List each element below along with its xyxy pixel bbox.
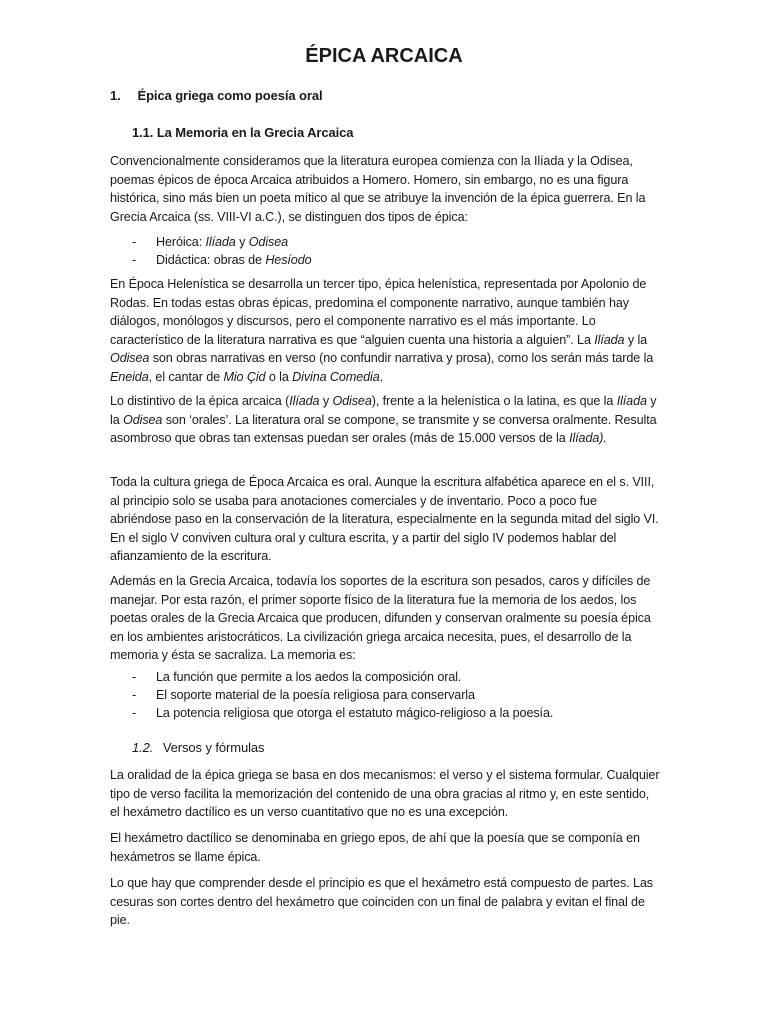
list-item: - El soporte material de la poesía religiosa para conservarla <box>110 686 553 704</box>
section-title: La Memoria en la Grecia Arcaica <box>156 125 354 140</box>
list-item: - La función que permite a los aedos la composición oral. <box>110 668 553 686</box>
paragraph-1: Convencionalmente consideramos que la literatura europea comienza con la Ilíada y la Odisea, poemas épicos de época Arcaica atribuidos a Homero. Homero, sin embargo, no es una figura histórica, sino más bien un poeta mítico al que se atribuye la invención de la épica guerrera. En la Grecia Arcaica (ss. VIII-VI a.C.), se distinguen dos tipos de épica: <box>110 154 646 224</box>
paragraph-7: El hexámetro dactílico se denominaba en griego epos, de ahí que la poesía que se componía en hexámetros se llame épica. <box>110 831 640 864</box>
paragraph-8: Lo que hay que comprender desde el principio es que el hexámetro está compuesto de partes. Las cesuras son cortes dentro del hexámetro que coinciden con un final de palabra y evitan el final de pie. <box>110 876 653 927</box>
section-title: Épica griega como poesía oral <box>137 88 323 103</box>
section-1-heading <box>110 88 322 103</box>
section-number: 1. <box>110 88 121 103</box>
paragraph-2: En Época Helenística se desarrolla un tercer tipo, épica helenística, representada por Apolonio de Rodas. En todas estas obras épicas, predomina el componente narrativo, aunque también hay diálogos, monólogos y discursos, pero el componente narrativo es el más importante. Lo característico de la literatura narrativa es que “alguien cuenta una historia a alguien”. La Ilíada y la Odisea son obras narrativas en verso (no confundir narrativa y prosa), como los serán más tarde la Eneida, el cantar de Mio Çid o la Divina Comedia. <box>110 277 654 384</box>
section-number: 1.2. <box>132 740 154 755</box>
section-title: Versos y fórmulas <box>162 740 265 755</box>
section-1-2-heading <box>132 740 264 755</box>
paragraph-5: Además en la Grecia Arcaica, todavía los soportes de la escritura son pesados, caros y difíciles de manejar. Por esta razón, el primer soporte físico de la literatura fue la memoria de los aedos, los poetas orales de la Grecia Arcaica que producen, difunden y conservan oralmente su poesía épica en los ambientes aristocráticos. La civilización griega arcaica necesita, pues, el desarrollo de la memoria y ésta se sacraliza. La memoria es: <box>110 574 651 662</box>
document-title: ÉPICA ARCAICA <box>305 45 463 67</box>
list-item: - Didáctica: obras de Hesíodo <box>110 251 312 269</box>
paragraph-4: Toda la cultura griega de Época Arcaica es oral. Aunque la escritura alfabética aparece en el s. VIII, al principio solo se usaba para anotaciones comerciales y de inventario. Poco a poco fue abriéndose paso en la conservación de la literatura, especialmente en la segunda mitad del siglo VI. En el siglo V conviven cultura oral y cultura escrita, y a partir del siglo IV podemos hablar del afianzamiento de la escritura. <box>110 475 659 563</box>
epic-types-list <box>110 233 312 269</box>
paragraph-3: Lo distintivo de la épica arcaica (Ilíada y Odisea), frente a la helenística o la latina, es que la Ilíada y la Odisea son ‘orales’. La literatura oral se compone, se transmite y se conversa oralmente. Resulta asombroso que obras tan extensas puedan ser orales (más de 15.000 versos de la Ilíada). <box>110 394 657 445</box>
memoria-list <box>110 668 553 722</box>
section-1-1-heading <box>132 125 353 140</box>
list-item: - Heróica: Ilíada y Odisea <box>110 233 312 251</box>
section-number: 1.1. <box>132 125 154 140</box>
list-item: - La potencia religiosa que otorga el estatuto mágico-religioso a la poesía. <box>110 704 553 722</box>
paragraph-6: La oralidad de la épica griega se basa en dos mecanismos: el verso y el sistema formular. Cualquier tipo de verso facilita la memorización del contenido de una obra gracias al ritmo y, en este sentido, el hexámetro dactílico es un verso cuantitativo que no es una excepción. <box>110 768 660 819</box>
